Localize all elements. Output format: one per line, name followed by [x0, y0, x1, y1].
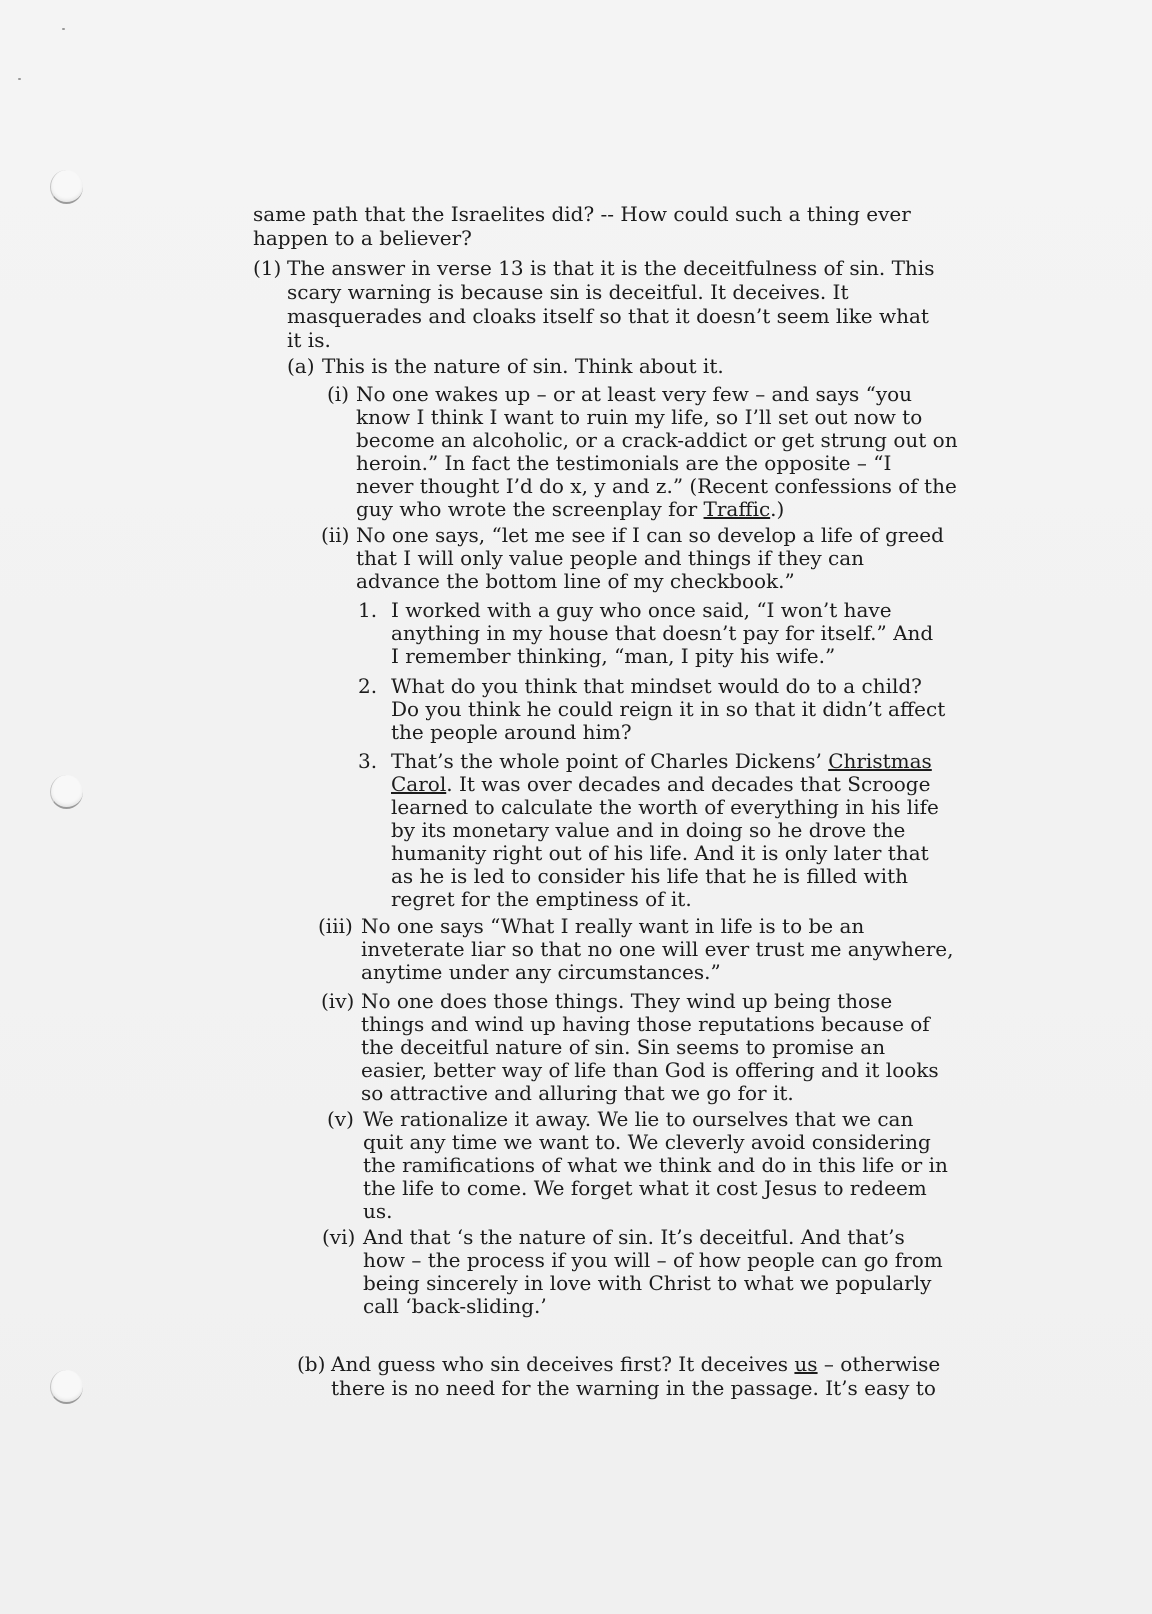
num-2-label: 2. [358, 674, 378, 698]
sub-i-line: never thought I’d do x, y and z.” (Recent confessions of the [356, 474, 957, 498]
traffic-title: Traffic [703, 497, 771, 521]
sub-iv-line: things and wind up having those reputations because of [361, 1012, 930, 1036]
num-1-line: anything in my house that doesn’t pay for itself.” And [391, 621, 934, 645]
num-3-line: regret for the emptiness of it. [391, 887, 692, 911]
sub-v-label: (v) [327, 1107, 354, 1131]
num-2-line: What do you think that mindset would do to a child? [391, 674, 922, 698]
emphasis-us: us [794, 1352, 818, 1376]
point-1-label: (1) [253, 256, 282, 280]
sub-iii-line: inveterate liar so that no one will ever trust me anywhere, [361, 937, 954, 961]
num-3-line: by its monetary value and in doing so he drove the [391, 818, 906, 842]
sub-i-line: No one wakes up – or at least very few – and says “you [356, 382, 913, 406]
point-a-label: (a) [287, 354, 315, 378]
body-line: happen to a believer? [253, 226, 472, 250]
sub-v-line: the life to come. We forget what it cost Jesus to redeem [363, 1176, 927, 1200]
sub-ii-line: No one says, “let me see if I can so develop a life of greed [356, 523, 944, 547]
sub-i-text: guy who wrote the screenplay for [356, 497, 704, 521]
num-2-line: Do you think he could reign it in so that it didn’t affect [391, 697, 946, 721]
point-b-line: there is no need for the warning in the passage. It’s easy to [331, 1376, 936, 1400]
point-b-text: – otherwise [817, 1352, 941, 1376]
binder-hole-top [50, 170, 83, 204]
sub-i-line: know I think I want to ruin my life, so I’ll set out now to [356, 405, 923, 429]
binder-hole-bottom [50, 1370, 83, 1404]
num-3-line: humanity right out of his life. And it is only later that [391, 841, 929, 865]
sub-i-line: heroin.” In fact the testimonials are the opposite – “I [356, 451, 892, 475]
sub-vi-line: being sincerely in love with Christ to what we popularly [363, 1271, 932, 1295]
num-3-line: learned to calculate the worth of everything in his life [391, 795, 939, 819]
sub-i-text: .) [770, 497, 785, 521]
sub-v-line: us. [363, 1199, 393, 1223]
sub-ii-line: that I will only value people and things if they can [356, 546, 865, 570]
sub-v-line: the ramifications of what we think and do in this life or in [363, 1153, 948, 1177]
num-3-text: That’s the whole point of Charles Dickens’ [391, 749, 829, 773]
point-b-label: (b) [297, 1352, 326, 1376]
point-b-text: And guess who sin deceives first? It deceives [331, 1352, 795, 1376]
sub-v-line: We rationalize it away. We lie to ourselves that we can [363, 1107, 914, 1131]
sub-vi-line: call ‘back-sliding.’ [363, 1294, 547, 1318]
sub-iv-line: so attractive and alluring that we go for it. [361, 1081, 794, 1105]
num-3-label: 3. [358, 749, 378, 773]
num-2-line: the people around him? [391, 720, 632, 744]
sub-iv-line: the deceitful nature of sin. Sin seems to promise an [361, 1035, 886, 1059]
sub-vi-line: how – the process if you will – of how people can go from [363, 1248, 943, 1272]
sub-i-line-last [356, 497, 784, 521]
num-1-line: I remember thinking, “man, I pity his wife.” [391, 644, 836, 668]
num-3-line [391, 772, 930, 796]
num-1-line: I worked with a guy who once said, “I won’t have [391, 598, 892, 622]
point-1-line: The answer in verse 13 is that it is the deceitfulness of sin. This [287, 256, 935, 280]
body-line: same path that the Israelites did? -- How could such a thing ever [253, 202, 911, 226]
sub-i-label: (i) [327, 382, 350, 406]
sub-iii-line: anytime under any circumstances.” [361, 960, 721, 984]
num-3-line [391, 749, 932, 773]
point-1-line: masquerades and cloaks itself so that it doesn’t seem like what [287, 304, 929, 328]
sub-vi-label: (vi) [322, 1225, 356, 1249]
sub-i-line: become an alcoholic, or a crack-addict or get strung out on [356, 428, 958, 452]
num-3-text: . It was over decades and decades that Scrooge [446, 772, 931, 796]
num-3-line: as he is led to consider his life that he is filled with [391, 864, 908, 888]
sub-vi-line: And that ‘s the nature of sin. It’s deceitful. And that’s [363, 1225, 905, 1249]
point-1-line: scary warning is because sin is deceitful. It deceives. It [287, 280, 849, 304]
christmas-carol-title: Christmas [828, 749, 932, 773]
sub-iv-line: easier, better way of life than God is offering and it looks [361, 1058, 939, 1082]
sub-iii-line: No one says “What I really want in life is to be an [361, 914, 865, 938]
scan-speck [62, 28, 65, 30]
sub-iv-line: No one does those things. They wind up being those [361, 989, 893, 1013]
num-1-label: 1. [358, 598, 378, 622]
point-b-line [331, 1352, 940, 1376]
sub-iii-label: (iii) [318, 914, 353, 938]
sub-iv-label: (iv) [321, 989, 355, 1013]
christmas-carol-title: Carol [391, 772, 447, 796]
sub-v-line: quit any time we want to. We cleverly avoid considering [363, 1130, 931, 1154]
sub-ii-label: (ii) [321, 523, 350, 547]
point-a-text: This is the nature of sin. Think about it. [322, 354, 724, 378]
point-1-line: it is. [287, 328, 331, 352]
scan-speck [18, 78, 21, 80]
sub-ii-line: advance the bottom line of my checkbook.” [356, 569, 795, 593]
binder-hole-middle [50, 775, 83, 809]
